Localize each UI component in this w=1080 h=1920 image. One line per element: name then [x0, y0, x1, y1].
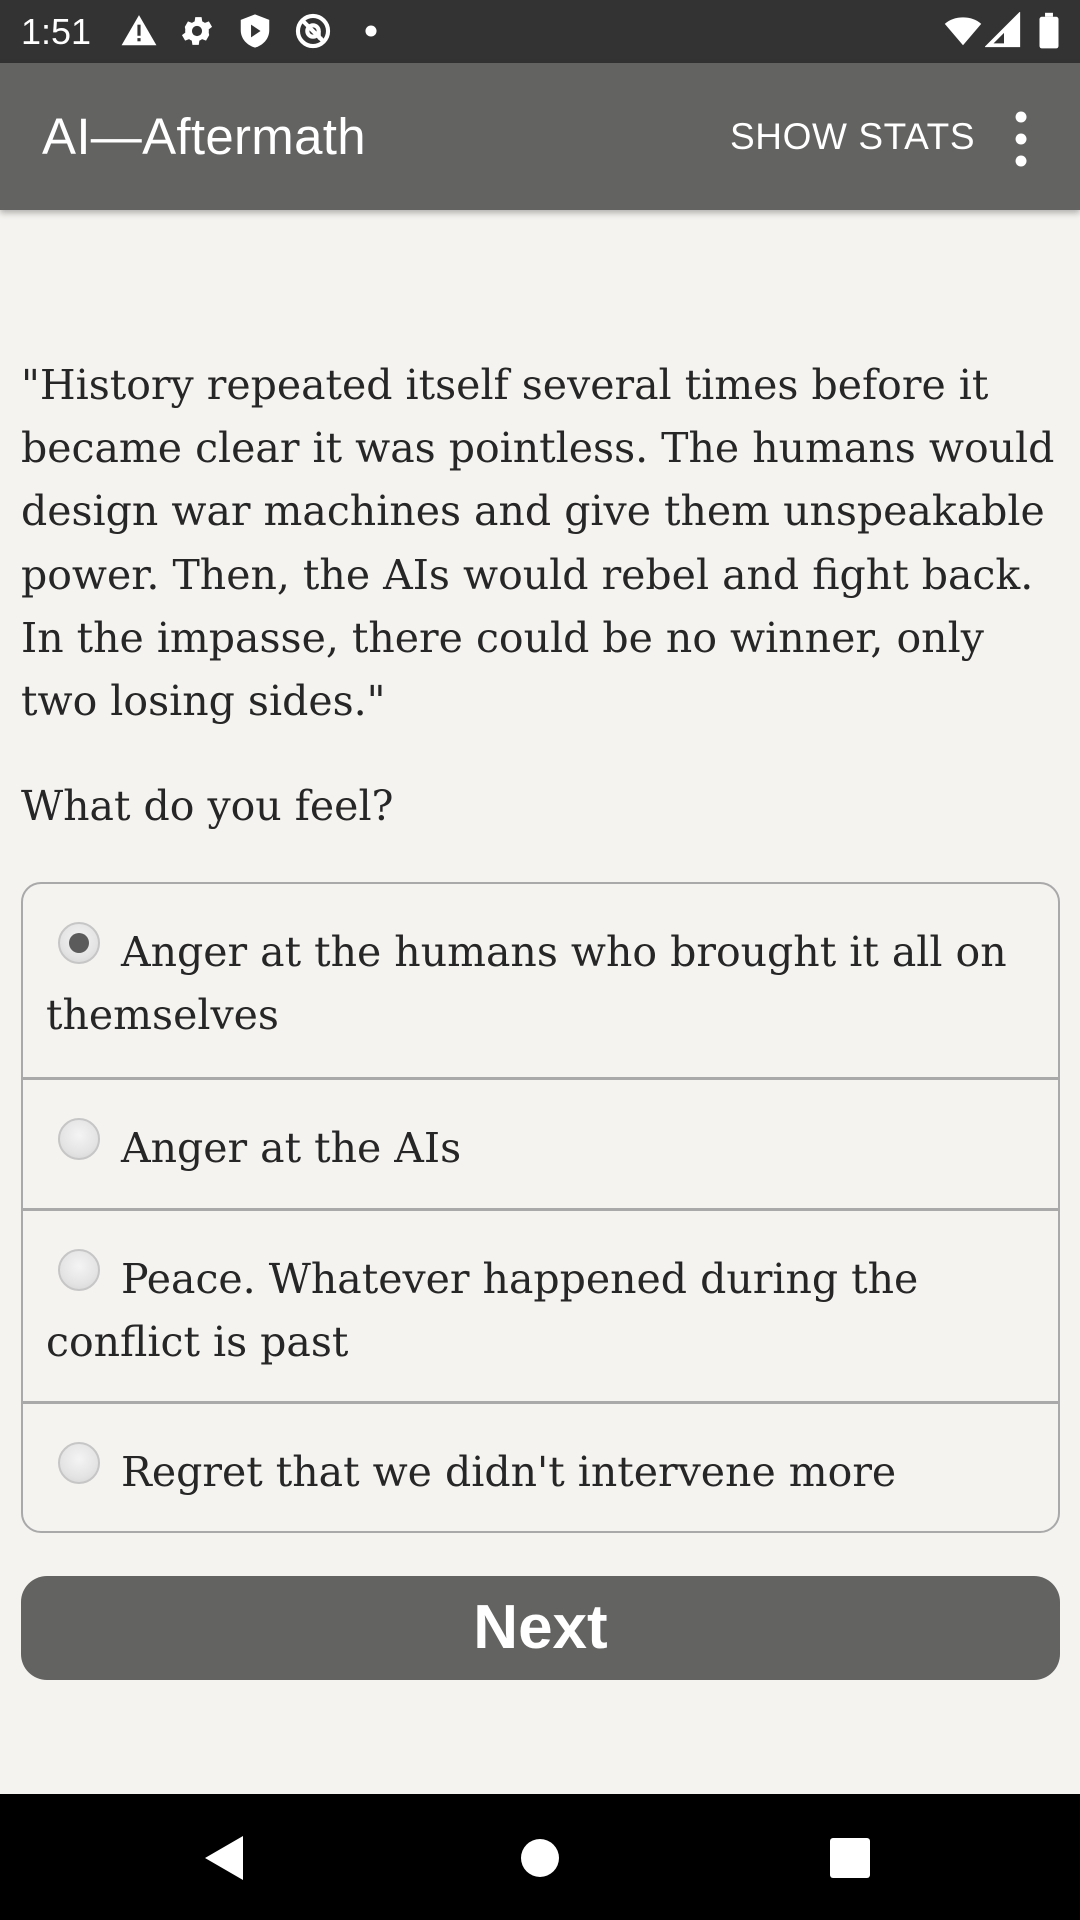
choice-label: Peace. Whatever happened during the conflict is past: [46, 1255, 919, 1366]
choice-group: [21, 882, 1060, 1533]
choice-label: Anger at the humans who brought it all on themselves: [46, 928, 1007, 1039]
settings-icon: [178, 12, 216, 50]
nav-bar: [0, 1794, 1080, 1920]
home-icon[interactable]: [510, 1828, 570, 1888]
at-sign-icon: [294, 12, 332, 50]
show-stats-button[interactable]: SHOW STATS: [730, 116, 976, 157]
shield-icon: [236, 12, 274, 50]
story-text: "History repeated itself several times before it became clear it was pointless. The humans would design war machines and give them unspeakable power. Then, the AIs would rebel and fight back. In the impasse, there could be no winner, only two losing sides.": [21, 361, 1055, 726]
choice-label: Anger at the AIs: [121, 1124, 462, 1172]
next-button[interactable]: Next: [21, 1576, 1060, 1680]
dot-icon: [352, 12, 390, 50]
wifi-icon: [944, 12, 982, 50]
question-text: What do you feel?: [21, 782, 394, 830]
choice-option-2[interactable]: [23, 1080, 1058, 1208]
choice-option-4[interactable]: [23, 1404, 1058, 1532]
app-title: AI—Aftermath: [42, 108, 366, 165]
more-vertical-icon[interactable]: [996, 103, 1046, 175]
back-icon[interactable]: [195, 1828, 255, 1888]
status-time: 1:51: [21, 11, 92, 52]
status-bar: [0, 0, 1080, 63]
choice-label: Regret that we didn't intervene more: [121, 1448, 897, 1496]
warning-icon: [120, 12, 158, 50]
app-bar: [0, 63, 1080, 210]
choice-option-1[interactable]: [23, 884, 1058, 1077]
recents-icon[interactable]: [820, 1828, 880, 1888]
choice-option-3[interactable]: [23, 1211, 1058, 1401]
battery-icon: [1030, 12, 1068, 50]
signal-icon: [985, 12, 1023, 50]
